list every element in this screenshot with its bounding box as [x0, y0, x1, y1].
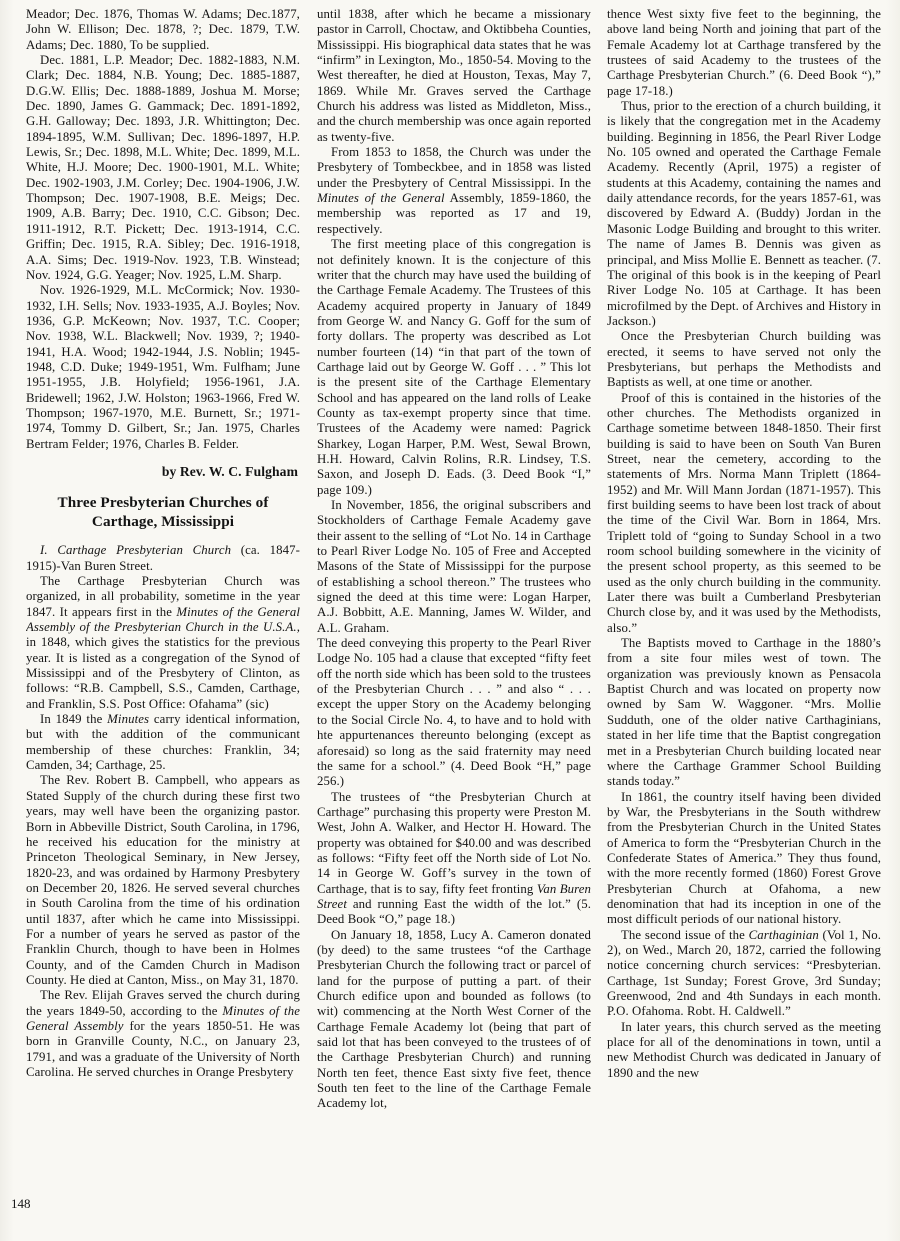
paragraph: Once the Presbyterian Church building was erected, it seems to have served not only the Presbyterians, but perhaps the Methodists and Baptists as well, at one time or another. — [607, 329, 881, 390]
paragraph: The trustees of “the Presbyterian Church at Carthage” purchasing this property were Preston M. West, John A. Walker, and Hector H. Howard. The property was obtained for $40.00 and was described as follows: “Fifty feet off the North side of Lot No. 14 in George W. Goff’s survey in the town of Carthage, that is to say, fifty feet fronting Van Buren Street and running East the width of the lot.” (5. Deed Book “O,” page 18.) — [317, 789, 591, 927]
paragraph: The deed conveying this property to the Pearl River Lodge No. 105 had a clause that excepted “fifty feet off the north side which has been sold to the trustees of the Presbyterian Church . . . ” and also “ . . . except the upper Story on the Academy belonging to the Social Circle No. 4, to have and to hold with hte appurtenances thereunto belonging (except as aforesaid) so long as the said fraternity may need the same for a school.” (4. Deed Book “H,” page 256.) — [317, 636, 591, 789]
paragraph: The first meeting place of this congregation is not definitely known. It is the conjecture of this writer that the church may have used the building of the Carthage Female Academy. The Trustees of this Academy acquired property in January of 1849 from George W. and Nancy G. Goff for the sum of forty dollars. The property was described as Lot number fourteen (14) “in that part of the town of Carthage laid out by George W. Goff . . . ” This lot is the present site of the Carthage Elementary School and has appeared on the land rolls of Leake County as tax-exempt property since that time. Trustees of the Academy were named: Pagrick Sharkey, Logan Harper, P.M. West, Sewal Brown, H.H. Howard, Calvin Rolins, R.R. Lindsey, T.S. Saxon, and Joseph D. Eads. (3. Deed Book “I,” page 109.) — [317, 237, 591, 497]
paragraph: In later years, this church served as the meeting place for all of the denominations in town, until a new Methodist Church was dedicated in January of 1890 and the new — [607, 1019, 881, 1080]
byline: by Rev. W. C. Fulgham — [161, 463, 298, 479]
paragraph: Dec. 1881, L.P. Meador; Dec. 1882-1883, N.M. Clark; Dec. 1884, N.B. Young; Dec. 1885-1887, D.G.W. Ellis; Dec. 1888-1889, Joshua M. Morse; Dec. 1890, James G. Gammack; Dec. 1891-1892, G.H. Galloway; Dec. 1893, J.R. Whittington; Dec. 1894-1895, W.M. Sullivan; Dec. 1896-1897, H.P. Lewis, Sr.; Dec. 1898, M.L. White; Dec. 1899, M.L. White, H.J. Moore; Dec. 1900-1901, M.L. White; Dec. 1902-1903, J.M. Corley; Dec. 1904-1906, J.W. Thompson; Dec. 1907-1908, B.E. Meigs; Dec. 1909, A.B. Barry; Dec. 1910, C.C. Gibson; Dec. 1911-1912, R.T. Pickett; Dec. 1913-1914, C.C. Griffin; Dec. 1915, R.A. Sibley; Dec. 1916-1918, A.A. Sims; Dec. 1919-Nov. 1923, T.B. Winstead; Nov. 1924, G.G. Yeager; Nov. 1925, L.M. Sharp. — [26, 53, 300, 282]
section-heading: Three Presbyterian Churches of Carthage, Mississippi — [57, 494, 269, 531]
paragraph: Proof of this is contained in the histories of the other churches. The Methodists organized in Carthage sometime between 1848-1850. Their first building is said to have been on South Van Buren Street, near the cemetery, according to the statements of Mrs. Norma Mann Triplett (1864-1952) and Mr. Will Mann Jordan (1871-1957). This first building seems to have been lost track of about the time of the Civil War. Born in 1864, Mrs. Triplett told of “going to Sunday School in a two room school building somewhere in the vicinity of the present school property, as this seemed to be used as the only church building in the community. Later there was built a Cumberland Presbyterian Church close by, and it was used by the Methodists, also.” — [607, 390, 881, 635]
paragraph: On January 18, 1858, Lucy A. Cameron donated (by deed) to the same trustees “of the Carthage Presbyterian Church the following tract or parcel of land for the purpose of putting a part. of their Church edifice upon and bounded as follows (to wit) commencing at the North West Corner of the Carthage Female Academy lot (being that part of said lot that has been conveyed to the trustees of of the Carthage Presbyterian Church) and running North ten feet, thence East sixty five feet, thence South ten feet to the line of the Carthage Female Academy lot, — [317, 927, 591, 1111]
paragraph: Thus, prior to the erection of a church building, it is likely that the congregation met in the Academy building. Beginning in 1856, the Pearl River Lodge No. 105 owned and operated the Carthage Female Academy. Recently (April, 1975) a register of students at this Academy, containing the names and daily attendance records, for the years 1857-61, was discovered by Edward A. (Buddy) Jordan in the Masonic Lodge Building and brought to this writer. The name of James B. Dennis was given as principal, and Miss Mollie E. Bennett as teacher. (7. The original of this book is in the keeping of Pearl River Lodge No. 105 at Carthage. It has been microfilmed by the Dept. of Archives and History in Jackson.) — [607, 99, 881, 328]
text-column-middle — [317, 7, 591, 1217]
paragraph: The Baptists moved to Carthage in the 1880’s from a site four miles west of town. The organization was previously known as Pensacola Baptist Church and was located on property now owned by Sam W. Waggoner. “Mrs. Mollie Sudduth, one of the older native Carthaginians, stated in her life time that the Baptist congregation met in a Presbyterian Church building located near where the Carthage Grammer School Building stands today.” — [607, 636, 881, 789]
paragraph: The Rev. Elijah Graves served the church during the years 1849-50, according to the Minutes of the General Assembly for the years 1850-51. He was born in Granville County, N.C., on January 23, 1791, and was a graduate of the University of North Carolina. He served churches in Orange Presbytery — [26, 988, 300, 1079]
text-column-right — [607, 7, 881, 1217]
text-column-left — [26, 7, 300, 1217]
paragraph: The Carthage Presbyterian Church was organized, in all probability, sometime in the year 1847. It appears first in the Minutes of the General Assembly of the Presbyterian Church in the U.S.A., in 1848, which gives the statistics for the previous year. It is listed as a congregation of the Synod of Mississippi and of the Presbytery of Clinton, as follows: “R.B. Campbell, S.S., Camden, Carthage, and Franklin, S.S. Post Office: Ofahama” (sic) — [26, 574, 300, 711]
paragraph: In 1849 the Minutes carry identical information, but with the addition of the communicant membership of these churches: Franklin, 34; Camden, 34; Carthage, 25. — [26, 712, 300, 773]
paragraph: thence West sixty five feet to the beginning, the above land being North and joining that part of the Female Academy lot at Carthage transfered by the trustees of said Academy to the trustees of the Carthage Presbyterian Church.” (6. Deed Book “),” page 17-18.) — [607, 7, 881, 98]
paragraph: The second issue of the Carthaginian (Vol 1, No. 2), on Wed., March 20, 1872, carried the following notice concerning church services: “Presbyterian. Carthage, 1st Sunday; Forest Grove, 3rd Sunday; Greenwood, 2nd and 4th Sundays in each month. P.O. Ofahoma. Robt. H. Caldwell.” — [607, 927, 881, 1019]
paragraph: Meador; Dec. 1876, Thomas W. Adams; Dec.1877, John W. Ellison; Dec. 1878, ?; Dec. 1879, T.W. Adams; Dec. 1880, To be supplied. — [26, 7, 300, 52]
paragraph: I. Carthage Presbyterian Church (ca. 1847-1915)-Van Buren Street. — [26, 543, 300, 573]
paragraph: In 1861, the country itself having been divided by War, the Presbyterians in the South withdrew from the Presbyterian Church in the United States of America to form the “Presbyterian Church in the Confederate States of America.” They thus found, with the more recently formed (1860) Forest Grove Presbyterian Church at Ofahoma, a new denomination that had its inception in one of the most difficult periods of our national history. — [607, 789, 881, 927]
paragraph: In November, 1856, the original subscribers and Stockholders of Carthage Female Academy gave their assent to the selling of “Lot No. 14 in Carthage to Pearl River Lodge No. 105 of Free and Accepted Masons of the State of Mississippi for the purpose of establishing a school thereon.” The trustees who signed the deed at this time were: Logan Harper, A.J. Bobbitt, A.E. Manning, James W. Wilder, and A.L. Graham. — [317, 498, 591, 635]
paragraph: Nov. 1926-1929, M.L. McCormick; Nov. 1930-1932, I.H. Sells; Nov. 1933-1935, A.J. Boyles; Nov. 1936, G.P. McKeown; Nov. 1937, T.C. Cooper; Nov. 1938, W.L. Blackwell; Nov. 1939, ?; 1940-1941, H.A. Wood; 1942-1944, J.S. Noblin; 1945-1948, C.D. Duke; 1949-1951, Wm. Fulfham; June 1951-1955, J.B. Holyfield; 1956-1961, J.A. Bridewell; 1962, J.W. Holston; 1963-1966, Fred W. Thompson; 1967-1970, M.E. Burnett, Sr.; 1971-1974, Tommy D. Gilbert, Sr.; Jan. 1975, Charles Bertram Felder; 1976, Charles B. Felder. — [26, 283, 300, 451]
page-number: 148 — [11, 1196, 31, 1211]
paragraph: The Rev. Robert B. Campbell, who appears as Stated Supply of the church during these first two years, may well have been the organizing pastor. Born in Abbeville District, South Carolina, in 1796, he received his education for the ministry at Princeton Theological Seminary, in New Jersey, 1820-23, and was ordained by Harmony Presbytery on December 20, 1826. He served several churches in South Carolina from the time of his ordination until 1837, after which he came into Mississippi. For a number of years he served as pastor of the Franklin Church, though to have been in Holmes County, and of the Camden Church in Madison County. He died at Canton, Miss., on May 31, 1870. — [26, 773, 300, 987]
paragraph: until 1838, after which he became a missionary pastor in Carroll, Choctaw, and Oktibbeha Counties, Mississippi. His biographical data states that he was “infirm” in Lexington, Mo., 1850-54. Moving to the West thereafter, he died at Houston, Texas, May 7, 1869. While Mr. Graves served the Carthage Church his address was listed as Middleton, Miss., and the church membership was once again reported as twenty-five. — [317, 7, 591, 144]
paragraph: From 1853 to 1858, the Church was under the Presbytery of Tombeckbee, and in 1858 was listed under the Presbytery of Central Mississippi. In the Minutes of the General Assembly, 1859-1860, the membership was reported as 17 and 19, respectively. — [317, 145, 591, 236]
